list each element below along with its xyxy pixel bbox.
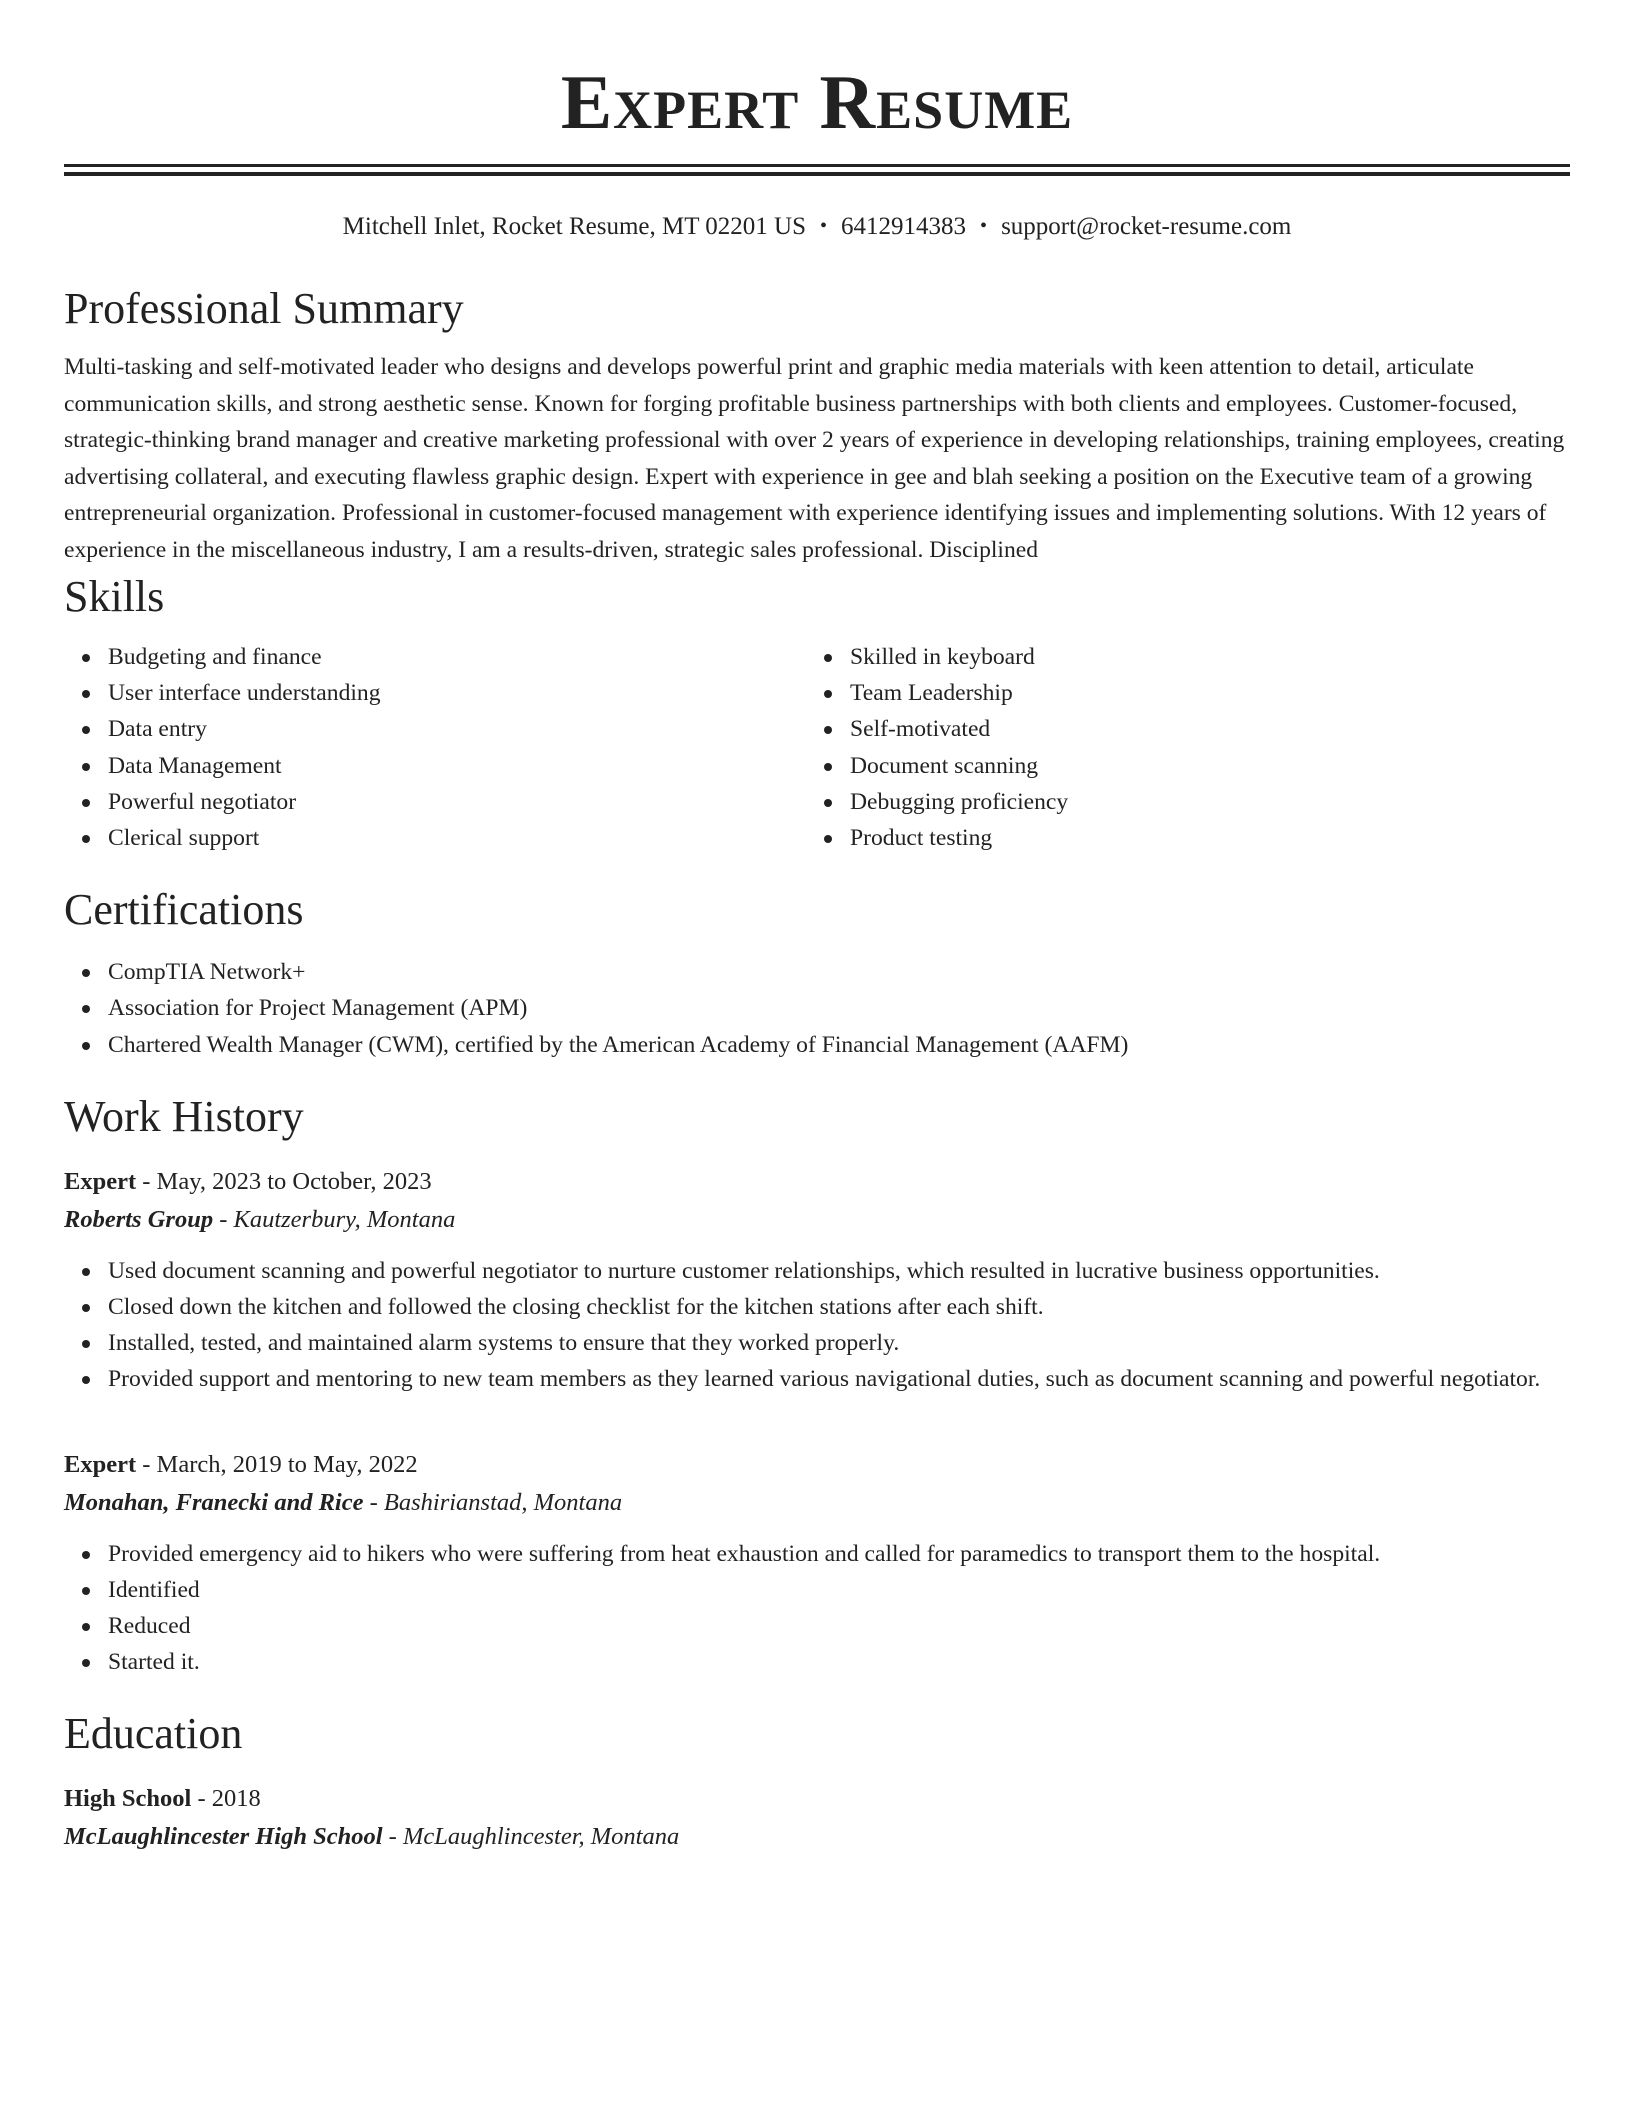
header-rule-bottom <box>64 172 1570 176</box>
skill-item: Team Leadership <box>850 675 1548 711</box>
skill-item: Self-motivated <box>850 711 1548 747</box>
skill-item: Product testing <box>850 820 1548 856</box>
resume-page <box>64 0 1570 1856</box>
job-duty: Used document scanning and powerful negotiator to nurture customer relationships, which resulted in lucrative business opportunities. <box>108 1253 1570 1289</box>
job-location: - Bashirianstad, Montana <box>363 1488 623 1516</box>
certification-item: Association for Project Management (APM) <box>108 990 1570 1026</box>
skills-heading: Skills <box>64 572 165 621</box>
job-duty: Provided emergency aid to hikers who were suffering from heat exhaustion and called for paramedics to transport them to the hospital. <box>108 1536 1570 1572</box>
work-history-section <box>64 1089 1570 1681</box>
job-title: Expert <box>64 1167 137 1195</box>
certification-item: Chartered Wealth Manager (CWM), certified by the American Academy of Financial Management (AAFM) <box>108 1027 1570 1063</box>
job-dates: - March, 2019 to May, 2022 <box>136 1450 418 1478</box>
certification-item: CompTIA Network+ <box>108 954 1570 990</box>
job-entry <box>64 1163 1570 1398</box>
summary-text: Multi-tasking and self-motivated leader who designs and develops powerful print and graphic media materials with keen attention to detail, articulate communication skills, and strong aesthetic sense. Known for forging profitable business partnerships with both clients and employees. Customer-focused, strategic-thinking brand manager and creative marketing professional with over 2 years of experience in developing relationships, training employees, creating advertising collateral, and executing flawless graphic design. Expert with experience in gee and blah seeking a position on the Executive team of a growing entrepreneurial organization. Professional in customer-focused management with experience identifying issues and implementing solutions. With 12 years of experience in the miscellaneous industry, I am a results-driven, strategic sales professional. Disciplined <box>64 354 1565 563</box>
education-degree: High School <box>64 1785 192 1813</box>
job-duties-list <box>64 1253 1570 1398</box>
job-company: Monahan, Franecki and Rice <box>64 1488 364 1516</box>
skills-column-left <box>64 639 806 856</box>
contact-separator: • <box>820 215 828 237</box>
education-entry <box>64 1780 1570 1856</box>
job-company: Roberts Group <box>64 1205 214 1233</box>
job-location: - Kautzerbury, Montana <box>213 1205 456 1233</box>
contact-address: Mitchell Inlet, Rocket Resume, MT 02201 US <box>342 213 807 240</box>
skills-list-right <box>806 639 1548 856</box>
skill-item: Data Management <box>108 748 806 784</box>
job-duties-list <box>64 1536 1570 1681</box>
education-year: - 2018 <box>191 1785 261 1813</box>
education-section <box>64 1706 1570 1856</box>
job-title-line <box>64 1163 1570 1201</box>
education-school: McLaughlincester High School <box>64 1823 383 1851</box>
skill-item: Powerful negotiator <box>108 784 806 820</box>
job-duty: Closed down the kitchen and followed the closing checklist for the kitchen stations after each shift. <box>108 1289 1570 1325</box>
skill-item: Budgeting and finance <box>108 639 806 675</box>
skill-item: Document scanning <box>850 748 1548 784</box>
contact-email: support@rocket-resume.com <box>1001 213 1292 240</box>
skills-section <box>64 569 1570 856</box>
summary-heading: Professional Summary <box>64 284 464 333</box>
job-company-line <box>64 1201 1570 1239</box>
education-location: - McLaughlincester, Montana <box>382 1823 680 1851</box>
job-duty: Started it. <box>108 1644 1570 1680</box>
certifications-section <box>64 882 1570 1063</box>
education-degree-line <box>64 1780 1570 1818</box>
education-school-line <box>64 1818 1570 1856</box>
work-history-heading: Work History <box>64 1091 304 1141</box>
job-duty: Installed, tested, and maintained alarm systems to ensure that they worked properly. <box>108 1325 1570 1361</box>
skills-list-left <box>64 639 806 856</box>
skill-item: Clerical support <box>108 820 806 856</box>
job-company-line <box>64 1484 1570 1522</box>
contact-separator: • <box>980 215 988 237</box>
summary-section <box>64 281 1570 569</box>
job-duty: Reduced <box>108 1608 1570 1644</box>
job-duty: Identified <box>108 1572 1570 1608</box>
skill-item: User interface understanding <box>108 675 806 711</box>
certifications-heading: Certifications <box>64 885 304 935</box>
job-title: Expert <box>64 1450 137 1478</box>
job-dates: - May, 2023 to October, 2023 <box>136 1167 432 1195</box>
skill-item: Debugging proficiency <box>850 784 1548 820</box>
skills-column-right <box>806 639 1548 856</box>
certifications-list <box>64 954 1570 1063</box>
job-entry <box>64 1446 1570 1681</box>
education-heading: Education <box>64 1709 243 1759</box>
skill-item: Data entry <box>108 711 806 747</box>
skills-columns <box>64 639 1570 856</box>
resume-title: Expert Resume <box>560 59 1074 145</box>
skill-item: Skilled in keyboard <box>850 639 1548 675</box>
header-rule-top <box>64 164 1570 167</box>
job-title-line <box>64 1446 1570 1484</box>
job-duty: Provided support and mentoring to new team members as they learned various navigational duties, such as document scanning and powerful negotiator. <box>108 1361 1570 1397</box>
contact-phone: 6412914383 <box>841 213 967 240</box>
contact-line <box>64 208 1570 245</box>
